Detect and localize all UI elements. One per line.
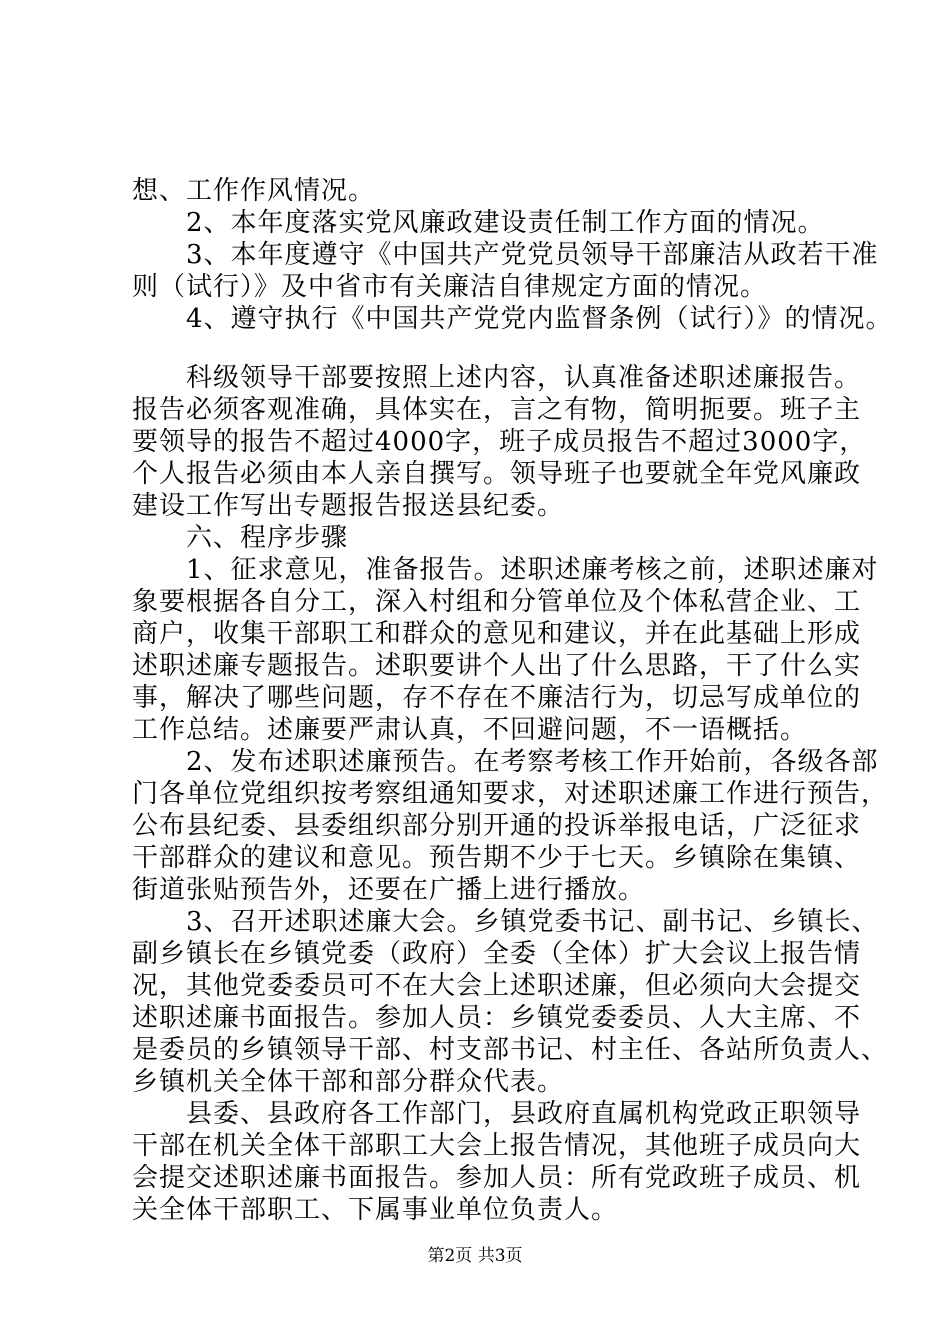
text-line: 1、征求意见，准备报告。述职述廉考核之前，述职述廉对 <box>132 555 879 585</box>
text-line: 会提交述职述廉书面报告。参加人员：所有党政班子成员、机 <box>132 1163 862 1193</box>
text-line: 门各单位党组织按考察组通知要求，对述职述廉工作进行预告， <box>132 779 889 809</box>
text-line: 则（试行）》及中省市有关廉洁自律规定方面的情况。 <box>132 272 768 302</box>
text-line: 商户，收集干部职工和群众的意见和建议，并在此基础上形成 <box>132 619 862 649</box>
text-line: 3、本年度遵守《中国共产党党员领导干部廉洁从政若干准 <box>132 240 879 270</box>
text-line: 象要根据各自分工，深入村组和分管单位及个体私营企业、工 <box>132 587 862 617</box>
text-line: 工作总结。述廉要严肃认真，不回避问题，不一语概括。 <box>132 715 808 745</box>
text-line: 公布县纪委、县委组织部分别开通的投诉举报电话，广泛征求 <box>132 811 862 841</box>
text-line: 街道张贴预告外，还要在广播上进行播放。 <box>132 875 646 905</box>
text-line: 想、工作作风情况。 <box>132 176 376 206</box>
section-heading: 六、程序步骤 <box>132 523 349 553</box>
text-line: 述职述廉专题报告。述职要讲个人出了什么思路，干了什么实 <box>132 651 862 681</box>
text-line: 要领导的报告不超过4000字，班子成员报告不超过3000字， <box>132 427 867 457</box>
text-line: 事，解决了哪些问题，存不存在不廉洁行为，切忌写成单位的 <box>132 683 862 713</box>
text-line: 干部群众的建议和意见。预告期不少于七天。乡镇除在集镇、 <box>132 843 862 873</box>
text-line: 4、遵守执行《中国共产党党内监督条例（试行）》的情况。 <box>132 304 893 334</box>
text-line: 建设工作写出专题报告报送县纪委。 <box>132 491 565 521</box>
text-line: 关全体干部职工、下属事业单位负责人。 <box>132 1195 619 1225</box>
text-line: 个人报告必须由本人亲自撰写。领导班子也要就全年党风廉政 <box>132 459 862 489</box>
text-line: 3、召开述职述廉大会。乡镇党委书记、副书记、乡镇长、 <box>132 907 879 937</box>
text-line: 是委员的乡镇领导干部、村支部书记、村主任、各站所负责人、 <box>132 1035 889 1065</box>
text-line: 干部在机关全体干部职工大会上报告情况，其他班子成员向大 <box>132 1131 862 1161</box>
text-line: 副乡镇长在乡镇党委（政府）全委（全体）扩大会议上报告情 <box>132 939 862 969</box>
text-line: 述职述廉书面报告。参加人员：乡镇党委委员、人大主席、不 <box>132 1003 862 1033</box>
text-line: 乡镇机关全体干部和部分群众代表。 <box>132 1067 565 1097</box>
text-line: 报告必须客观准确，具体实在，言之有物，简明扼要。班子主 <box>132 395 862 425</box>
text-line: 2、本年度落实党风廉政建设责任制工作方面的情况。 <box>132 208 825 238</box>
text-line: 2、发布述职述廉预告。在考察考核工作开始前，各级各部 <box>132 747 879 777</box>
text-line: 县委、县政府各工作部门，县政府直属机构党政正职领导 <box>132 1099 862 1129</box>
text-line: 况，其他党委委员可不在大会上述职述廉，但必须向大会提交 <box>132 971 862 1001</box>
page-number-footer: 第2页 共3页 <box>427 1246 523 1266</box>
text-line: 科级领导干部要按照上述内容，认真准备述职述廉报告。 <box>132 363 862 393</box>
